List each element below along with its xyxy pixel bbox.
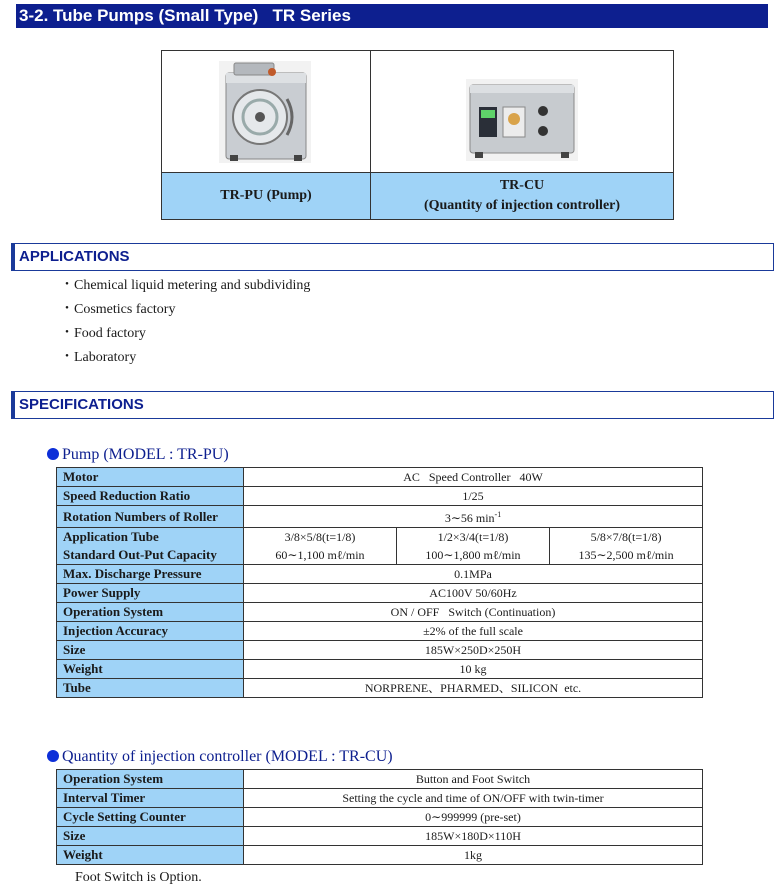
spec-key: Tube xyxy=(57,679,244,698)
spec-value: 3∼56 $\min^{-1}$ xyxy=(244,506,703,528)
spec-key: Speed Reduction Ratio xyxy=(57,487,244,506)
spec-key: Injection Accuracy xyxy=(57,622,244,641)
spec-key: Weight xyxy=(57,846,244,865)
pump-photo xyxy=(162,51,371,172)
table-row xyxy=(57,827,703,846)
spec-key: Operation System xyxy=(57,770,244,789)
pump-photo-cell xyxy=(162,51,371,172)
table-row xyxy=(57,487,703,506)
bullet-icon xyxy=(47,448,59,460)
table-row xyxy=(57,679,703,698)
list-item: ・Chemical liquid metering and subdividing xyxy=(60,278,311,293)
table-row xyxy=(57,789,703,808)
spec-key: Cycle Setting Counter xyxy=(57,808,244,827)
table-row xyxy=(57,565,703,584)
spec-value: ±2% of the full scale xyxy=(244,622,703,641)
controller-spec-table xyxy=(56,769,703,865)
spec-value: 100∼1,800 mℓ/min xyxy=(397,546,550,565)
spec-value: 185W×250D×250H xyxy=(244,641,703,660)
table-row xyxy=(57,603,703,622)
spec-value: 185W×180D×110H xyxy=(244,827,703,846)
spec-value: 10 kg xyxy=(244,660,703,679)
spec-value: AC Speed Controller 40W xyxy=(244,468,703,487)
spec-value: 3/8×5/8(t=1/8) xyxy=(244,528,397,547)
spec-key: Interval Timer xyxy=(57,789,244,808)
table-row xyxy=(57,528,703,547)
pump-spec-title: Pump (MODEL : TR-PU) xyxy=(47,446,229,464)
table-row xyxy=(57,641,703,660)
spec-value: 135∼2,500 mℓ/min xyxy=(550,546,703,565)
table-row xyxy=(57,506,703,528)
spec-key: Size xyxy=(57,641,244,660)
list-item: ・Food factory xyxy=(60,326,146,341)
table-row xyxy=(57,660,703,679)
spec-value: 1/25 xyxy=(244,487,703,506)
table-row xyxy=(57,770,703,789)
list-item: ・Cosmetics factory xyxy=(60,302,176,317)
page-title: 3-2. Tube Pumps (Small Type) TR Series xyxy=(16,4,768,28)
spec-value: Setting the cycle and time of ON/OFF with twin-timer xyxy=(244,789,703,808)
spec-value: 60∼1,100 mℓ/min xyxy=(244,546,397,565)
spec-key: Application Tube xyxy=(57,528,244,547)
bullet-icon xyxy=(47,750,59,762)
controller-spec-title: Quantity of injection controller (MODEL : TR-CU) xyxy=(47,748,393,766)
controller-label-cell xyxy=(371,172,673,219)
controller-photo-cell xyxy=(371,51,673,172)
controller-photo xyxy=(371,51,673,172)
controller-model: TR-CU xyxy=(499,178,545,193)
spec-value: 0∼999999 (pre-set) xyxy=(244,808,703,827)
list-item: ・Laboratory xyxy=(60,350,137,365)
spec-value: ON / OFF Switch (Continuation) xyxy=(244,603,703,622)
spec-key: Max. Discharge Pressure xyxy=(57,565,244,584)
spec-key: Power Supply xyxy=(57,584,244,603)
spec-value: 0.1MPa xyxy=(244,565,703,584)
spec-key: Size xyxy=(57,827,244,846)
spec-value: Button and Foot Switch xyxy=(244,770,703,789)
spec-value: AC100V 50/60Hz xyxy=(244,584,703,603)
applications-heading: APPLICATIONS xyxy=(11,243,774,271)
spec-value: 1kg xyxy=(244,846,703,865)
spec-value: 1/2×3/4(t=1/8) xyxy=(397,528,550,547)
pump-label: TR-PU (Pump) xyxy=(162,172,371,219)
spec-key: Standard Out-Put Capacity xyxy=(57,546,244,565)
spec-key: Motor xyxy=(57,468,244,487)
spec-value: NORPRENE、PHARMED、SILICON etc. xyxy=(244,679,703,698)
table-row xyxy=(57,846,703,865)
product-table xyxy=(161,50,674,220)
specifications-heading: SPECIFICATIONS xyxy=(11,391,774,419)
pump-spec-table xyxy=(56,467,703,698)
table-row xyxy=(57,622,703,641)
applications-list xyxy=(60,274,310,370)
table-row xyxy=(57,808,703,827)
spec-key: Rotation Numbers of Roller xyxy=(57,506,244,528)
table-row xyxy=(57,468,703,487)
footnote: Foot Switch is Option. xyxy=(75,870,202,885)
spec-value: 5/8×7/8(t=1/8) xyxy=(550,528,703,547)
table-row xyxy=(57,546,703,565)
spec-key: Operation System xyxy=(57,603,244,622)
controller-desc: (Quantity of injection controller) xyxy=(423,198,621,213)
spec-key: Weight xyxy=(57,660,244,679)
table-row xyxy=(57,584,703,603)
